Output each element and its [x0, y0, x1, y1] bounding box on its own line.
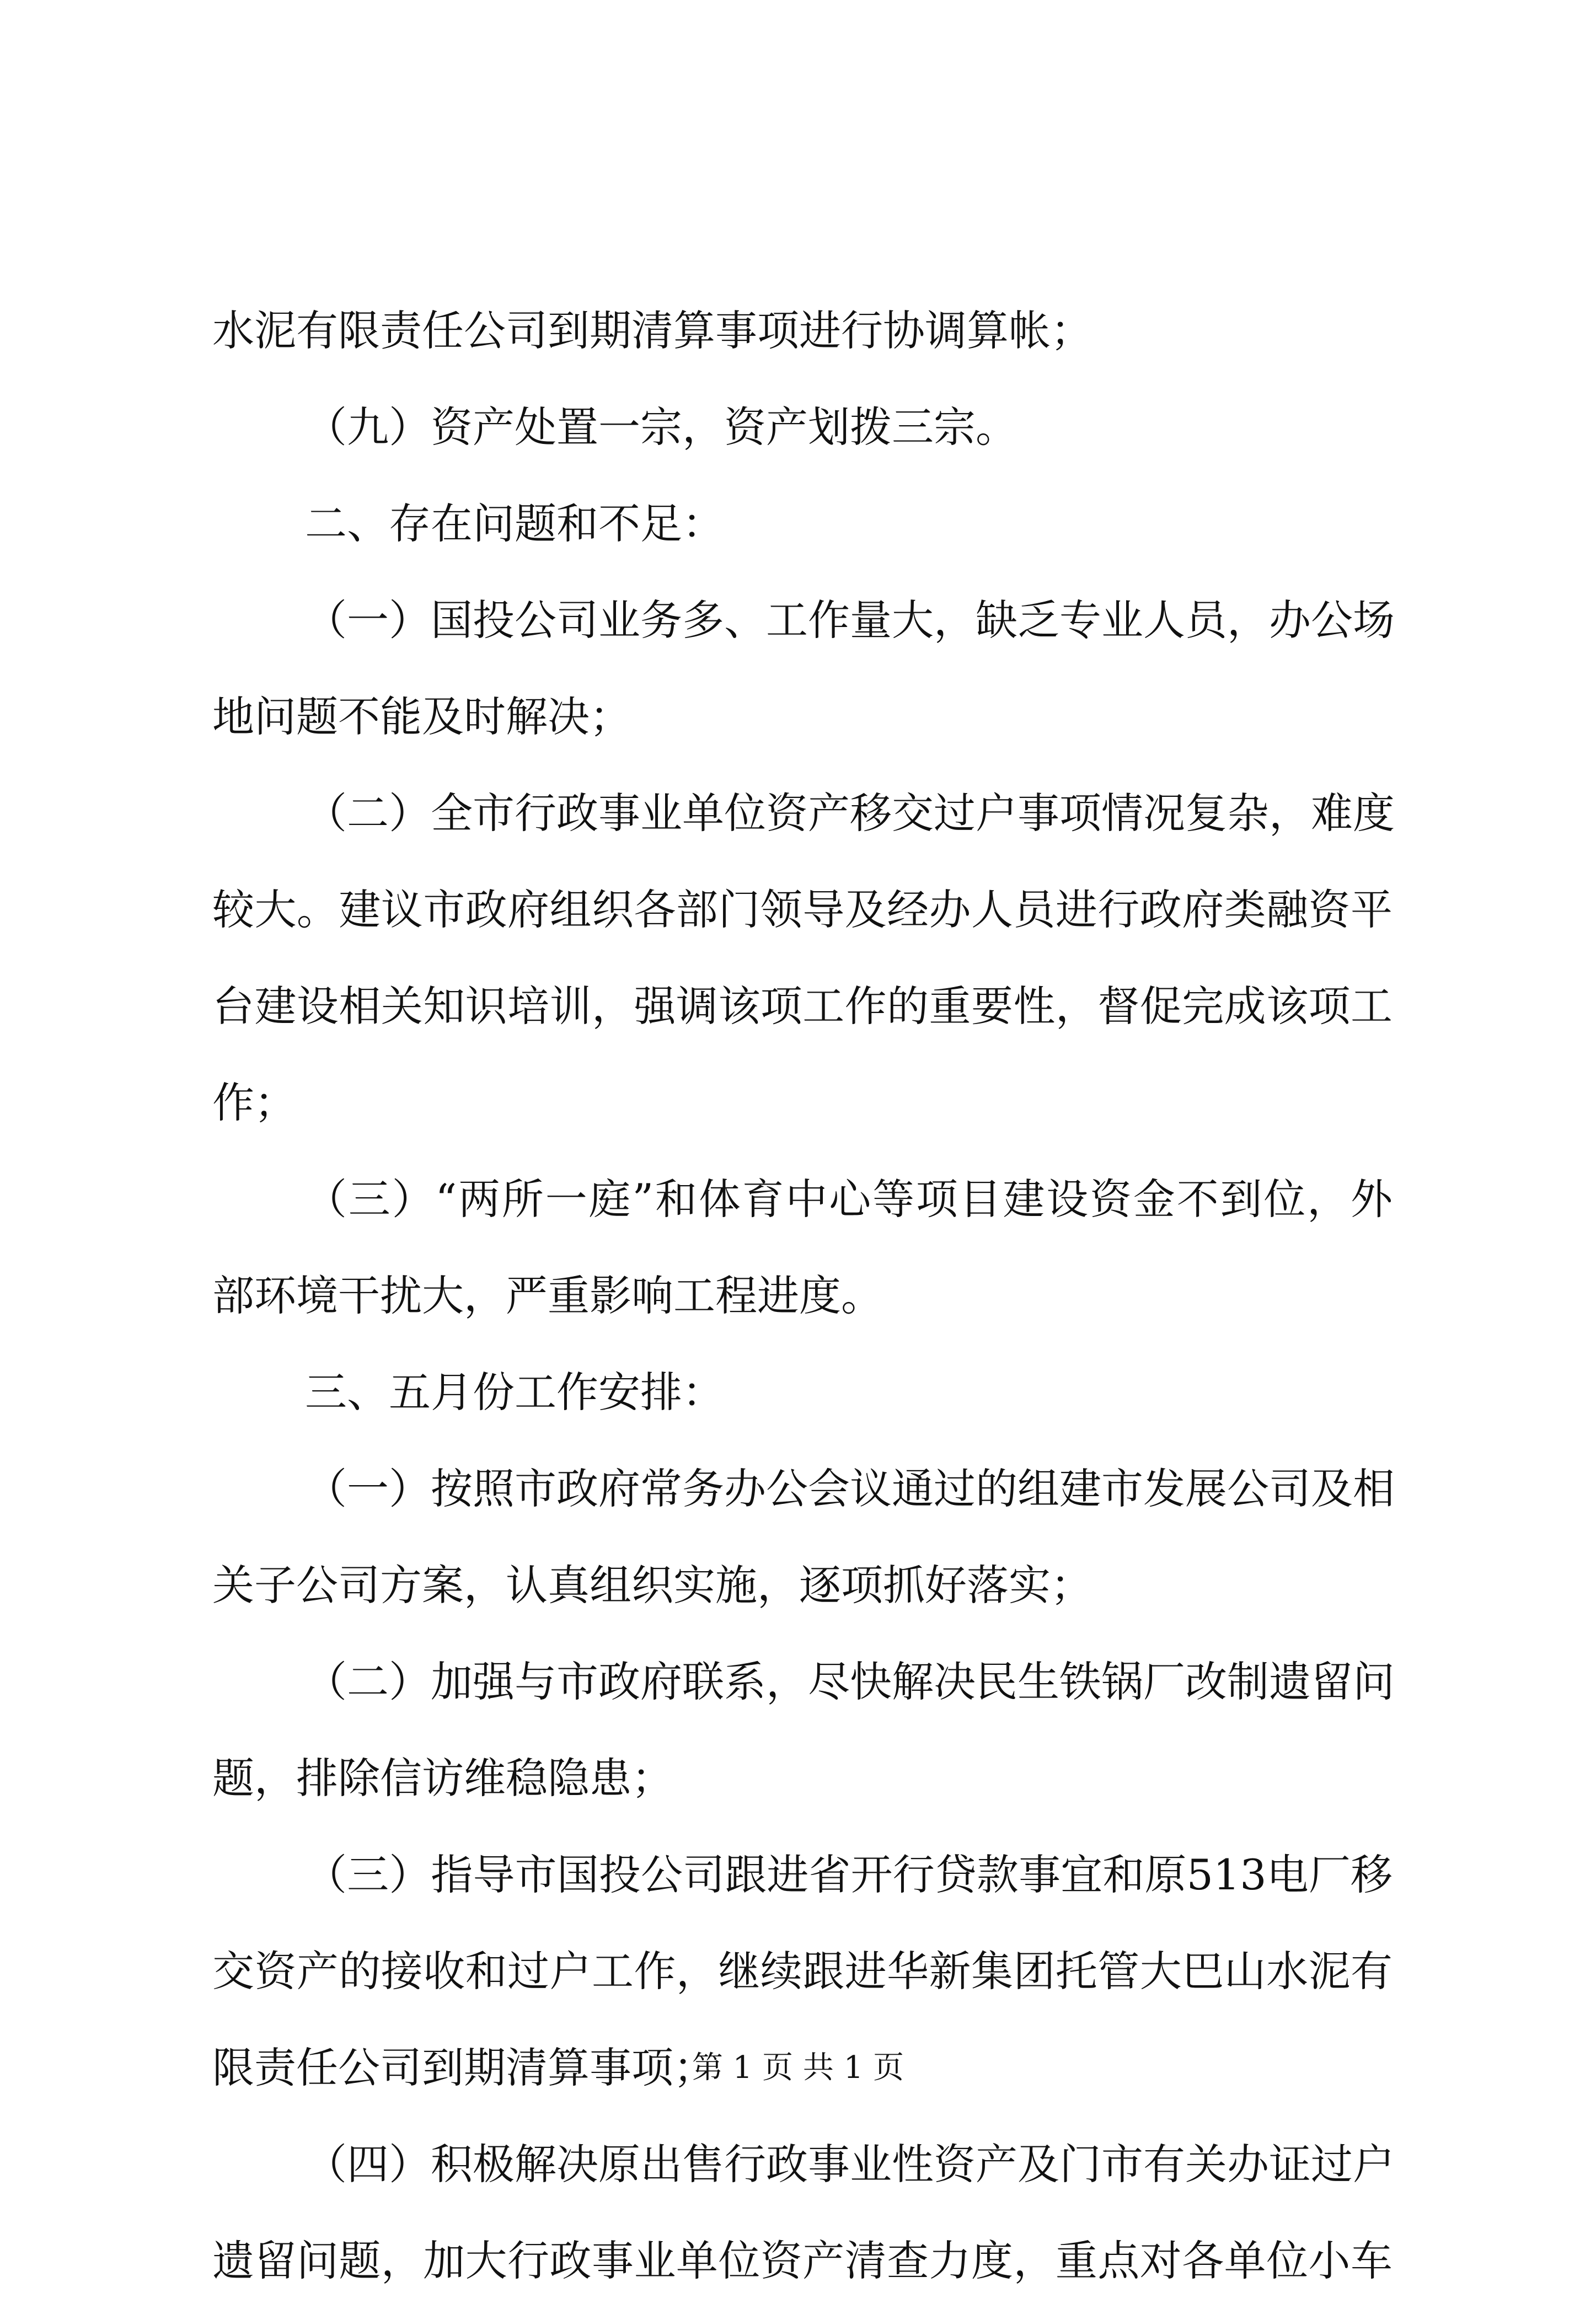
text-line-18: 交资产的接收和过户工作，继续跟进华新集团托管大巴山水泥有	[212, 1947, 1393, 1996]
text-line-14: 关子公司方案，认真组织实施，逐项抓好落实；	[212, 1561, 1092, 1610]
page-footer: 第 1 页 共 1 页	[692, 2050, 904, 2086]
text-line-21: 遗留问题，加大行政事业单位资产清查力度，重点对各单位小车	[212, 2236, 1393, 2285]
text-line-4: （一）国投公司业务多、工作量大，缺乏专业人员，办公场	[305, 596, 1395, 645]
text-line-19: 限责任公司到期清算事项；	[212, 2043, 715, 2092]
text-line-8: 台建设相关知识培训，强调该项工作的重要性，督促完成该项工	[212, 982, 1393, 1031]
text-line-6: （二）全市行政事业单位资产移交过户事项情况复杂，难度	[305, 789, 1395, 838]
text-line-17: （三）指导市国投公司跟进省开行贷款事宜和原513电厂移	[305, 1850, 1393, 1899]
text-line-9: 作；	[212, 1078, 296, 1127]
section-heading-2: 二、存在问题和不足：	[305, 499, 724, 548]
text-line-11: 部环境干扰大，严重影响工程进度。	[212, 1271, 883, 1320]
text-line-20: （四）积极解决原出售行政事业性资产及门市有关办证过户	[305, 2140, 1395, 2189]
text-line-1: 水泥有限责任公司到期清算事项进行协调算帐；	[212, 306, 1092, 355]
text-line-7: 较大。建议市政府组织各部门领导及经办人员进行政府类融资平	[212, 885, 1393, 934]
text-line-5: 地问题不能及时解决；	[212, 692, 631, 741]
text-line-13: （一）按照市政府常务办公会议通过的组建市发展公司及相	[305, 1464, 1395, 1513]
text-line-15: （二）加强与市政府联系，尽快解决民生铁锅厂改制遗留问	[305, 1657, 1395, 1706]
text-line-10: （三）“两所一庭”和体育中心等项目建设资金不到位，外	[305, 1175, 1393, 1224]
text-line-16: 题，排除信访维稳隐患；	[212, 1754, 673, 1803]
section-heading-3: 三、五月份工作安排：	[305, 1368, 724, 1417]
text-line-2: （九）资产处置一宗，资产划拨三宗。	[305, 403, 1017, 452]
body-text	[212, 282, 1393, 2309]
